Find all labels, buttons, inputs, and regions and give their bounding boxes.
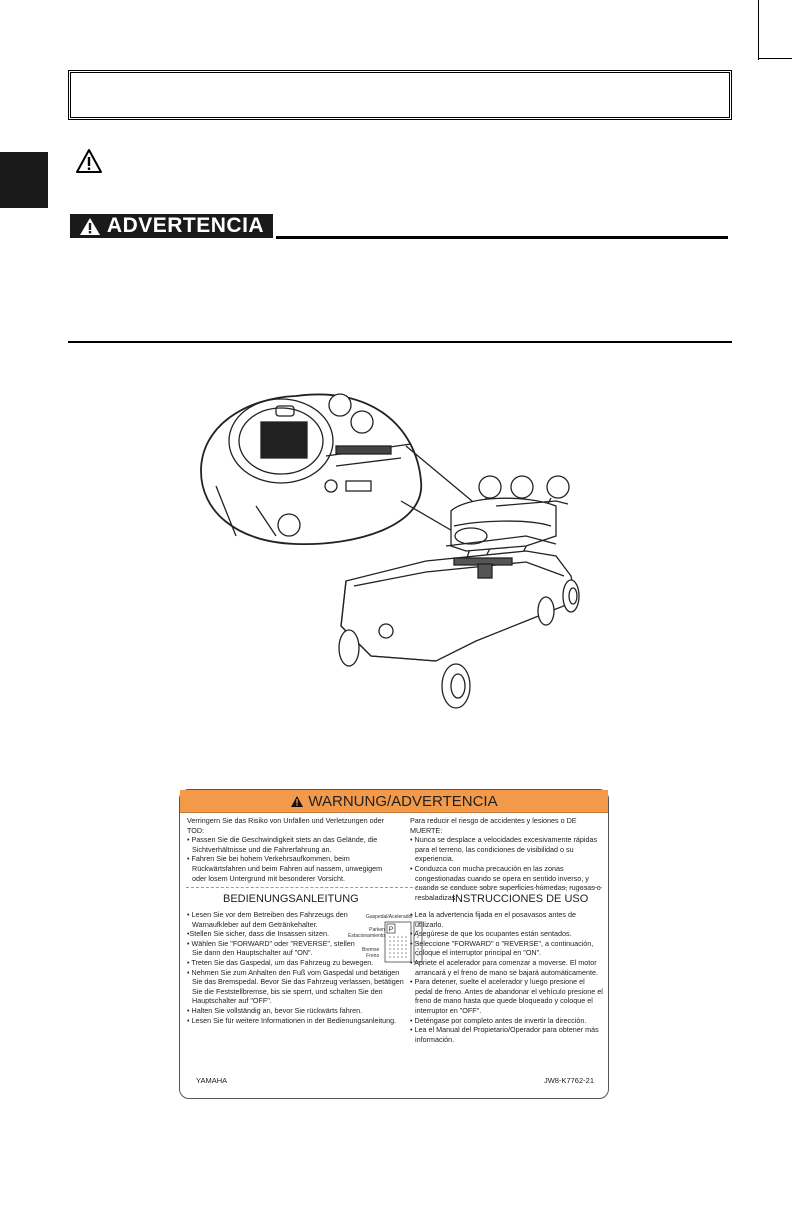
de-step: • Treten Sie das Gaspedal, um das Fahrzeug zu bewegen. [187,957,374,967]
pedal-brake-label [362,947,379,959]
de-step: • Nehmen Sie zum Anhalten den Fuß vom Gaspedal und betätigen Sie das Bremspedal. Bevor Sie das Fahrzeug verlassen, betätigen Sie die Feststellbremse, bis sie sperrt, und schalten Sie den Hauptschalter auf "OFF". [187,967,404,1006]
chapter-tab [0,152,48,208]
de-step: • Halten Sie vollständig an, bevor Sie rückwärts fahren. [187,1005,363,1015]
label-brand: YAMAHA [196,1076,228,1085]
pedal-park-de: Parken [369,927,385,933]
title-box [68,70,732,120]
de-intro: Verringern Sie das Risiko von Unfällen und Verletzungen oder TOD: [187,816,384,835]
de-step: •Stellen Sie sicher, dass die Insassen sitzen. [187,929,329,939]
es-step: • Lea el Manual del Propietario/Operador para obtener más información. [410,1025,599,1044]
es-heading: INSTRUCCIONES DE USO [452,893,589,905]
es-step: • Para detener, suelte el acelerador y luego presione el pedal de freno. Antes de abandonar el vehículo presione el freno de mano hasta que quede bloqueado y coloque el interruptor en "OFF". [410,977,603,1015]
de-item: • Passen Sie die Geschwindigkeit stets an das Gelände, die Sichtverhältnisse und die Fahrerfahrung an. [187,835,378,854]
section-divider [68,341,732,343]
warning-triangle-icon [290,795,304,808]
pedal-park-es: Estacionamiento [348,933,385,939]
park-p-text: P [388,926,394,934]
warning-label [179,789,609,1099]
es-step: • Apriete el acelerador para comenzar a moverse. El motor arrancará y el freno de mano se bajará automáticamente. [410,957,598,977]
warning-rule [276,236,728,239]
de-step: • Lesen Sie vor dem Betreiben des Fahrzeugs den Warnaufkleber auf dem Getränkehalter. [187,910,348,929]
es-step: • Deténgase por completo antes de invertir la dirección. [410,1015,587,1025]
es-steps [410,910,604,1044]
label-divider [186,887,602,888]
de-item: • Fahren Sie bei hohem Verkehrsaufkommen, beim Rückwärtsfahren und beim Fahren auf nassem, unwegigem oder losem Untergrund mit besonderer Vorsicht. [187,854,383,883]
pedal-brake-es: Freno [366,953,380,959]
es-intro: Para reducir el riesgo de accidentes y lesiones o DE MUERTE: [410,816,577,835]
label-header [180,790,608,813]
es-item: • Conduzca con mucha precaución en las zonas congestionadas cuando se opera en sentido inverso, y cuando se conduce sobre superficies húmedas, rugosas o resbaladizas. [410,863,601,902]
pedal-gas-label: Gaspedal/Acelerador [366,914,413,920]
de-warning-text [187,816,397,886]
crop-mark [758,58,792,59]
golf-cart-illustration [196,386,596,706]
caution-triangle-icon [75,148,103,174]
de-step: • Lesen Sie für weitere Informationen in der Bedienungsanleitung. [187,1015,397,1025]
warning-triangle-icon [79,217,101,236]
pedal-park-label [348,927,385,939]
label-part-number: JW8-K7762-21 [543,1076,594,1085]
es-step: • Asegúrese de que los ocupantes están sentados. [410,929,572,939]
pedal-brake-de: Bremse [362,947,380,953]
label-title: WARNUNG/ADVERTENCIA [308,792,498,810]
warning-banner-text: ADVERTENCIA [106,214,265,237]
warning-banner [70,214,273,238]
es-step: • Seleccione "FORWARD" o "REVERSE", a continuación, coloque el interruptor principal en "ON". [410,938,594,958]
de-step: • Wählen Sie "FORWARD" oder "REVERSE", stellen Sie dann den Hauptschalter auf "ON". [187,938,355,958]
es-step: • Lea la advertencia fijada en el posavasos antes de utilizarlo. [410,910,576,929]
de-heading: BEDIENUNGSANLEITUNG [223,893,359,905]
crop-mark [758,0,759,60]
es-item: • Nunca se desplace a velocidades excesivamente rápidas para el terreno, las condiciones de visibilidad o su experiencia. [410,835,598,864]
